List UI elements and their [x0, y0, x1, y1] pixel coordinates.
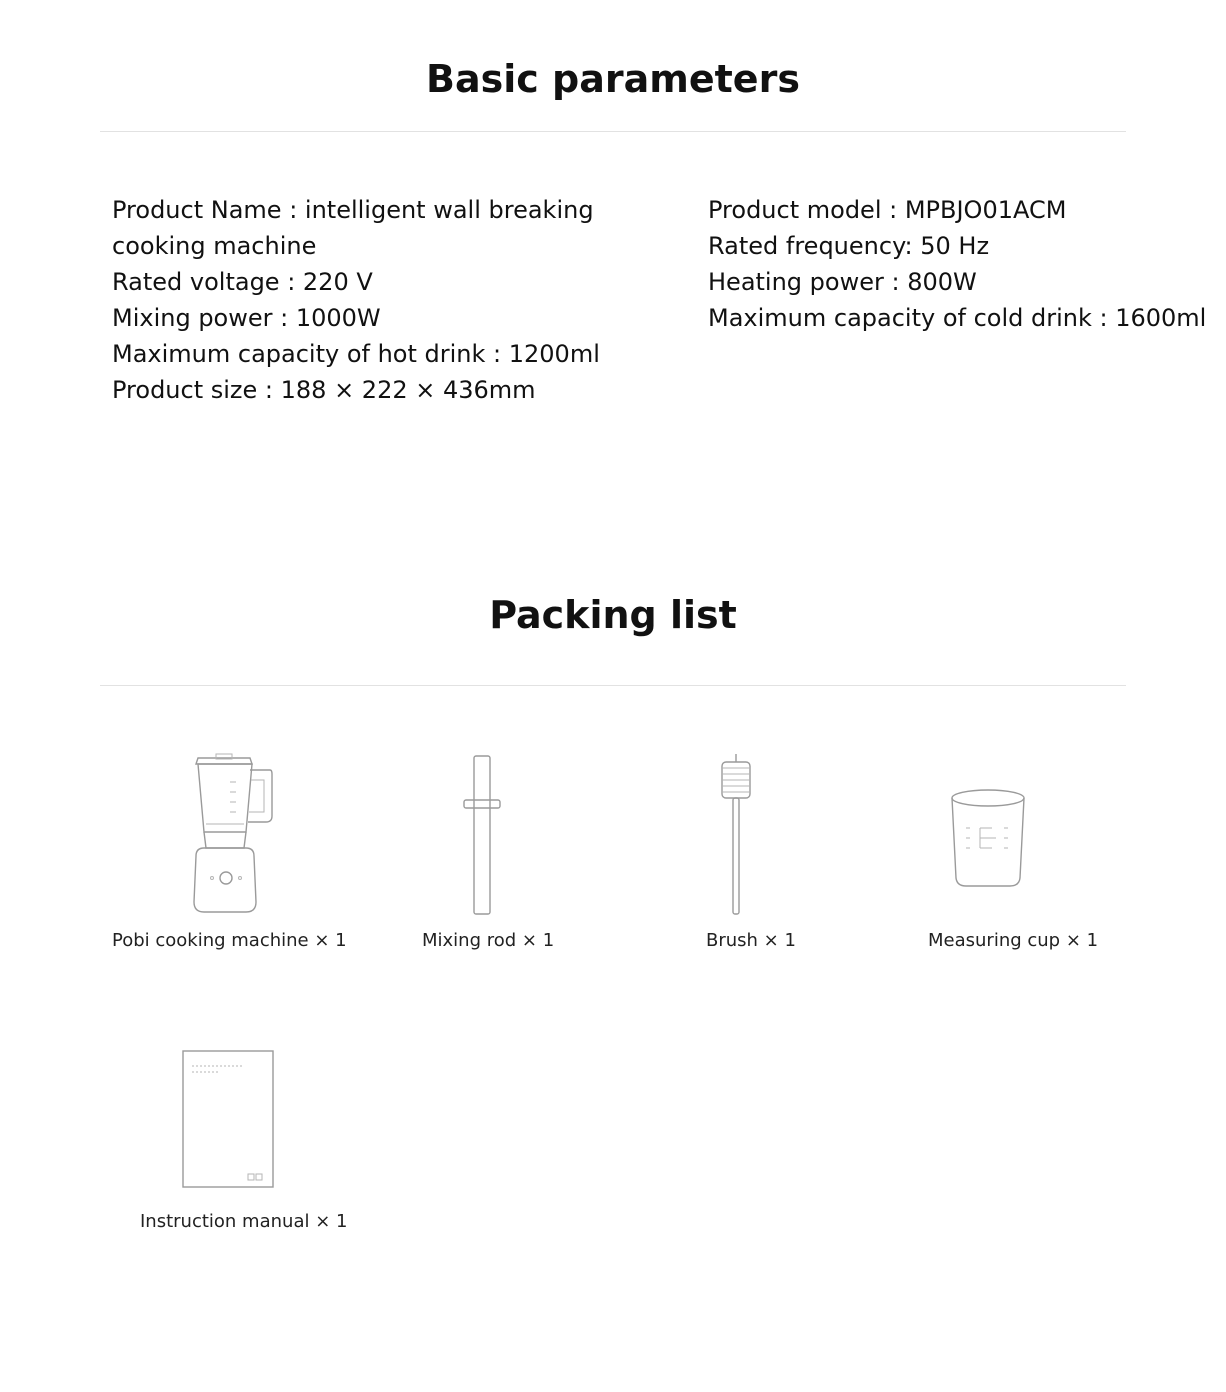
- pack-item-brush: [714, 752, 758, 918]
- manual-icon: [180, 1048, 276, 1190]
- pack-item-cooking-machine: [180, 752, 280, 918]
- param-product-size: Product size : 188 × 222 × 436mm: [112, 376, 536, 404]
- mixing-rod-icon: [458, 752, 506, 918]
- measuring-cup-icon: [946, 782, 1030, 892]
- parameters-left-column: [112, 192, 600, 408]
- pack-label-mixing-rod: Mixing rod × 1: [422, 930, 555, 951]
- parameters-right-column: [708, 192, 1206, 336]
- param-rated-frequency: Rated frequency: 50 Hz: [708, 232, 990, 260]
- blender-icon: [180, 752, 280, 918]
- brush-icon: [714, 752, 758, 918]
- pack-label-brush: Brush × 1: [706, 930, 796, 951]
- pack-label-instruction-manual: Instruction manual × 1: [140, 1211, 348, 1232]
- pack-label-measuring-cup: Measuring cup × 1: [928, 930, 1099, 951]
- pack-item-instruction-manual: [180, 1048, 276, 1190]
- pack-label-cooking-machine: Pobi cooking machine × 1: [112, 930, 347, 951]
- param-heating-power: Heating power : 800W: [708, 268, 977, 296]
- param-mixing-power: Mixing power : 1000W: [112, 304, 381, 332]
- basic-parameters-title: Basic parameters: [426, 57, 800, 101]
- pack-item-measuring-cup: [946, 782, 1030, 892]
- param-product-name: Product Name : intelligent wall breaking: [112, 196, 594, 224]
- param-product-model: Product model : MPBJO01ACM: [708, 196, 1067, 224]
- param-product-name-cont: cooking machine: [112, 232, 317, 260]
- pack-item-mixing-rod: [458, 752, 506, 918]
- packing-list-title: Packing list: [489, 593, 737, 637]
- param-cold-drink-capacity: Maximum capacity of cold drink : 1600ml: [708, 304, 1207, 332]
- packing-list-divider: [100, 685, 1126, 686]
- param-hot-drink-capacity: Maximum capacity of hot drink : 1200ml: [112, 340, 600, 368]
- basic-parameters-divider: [100, 131, 1126, 132]
- param-rated-voltage: Rated voltage : 220 V: [112, 268, 373, 296]
